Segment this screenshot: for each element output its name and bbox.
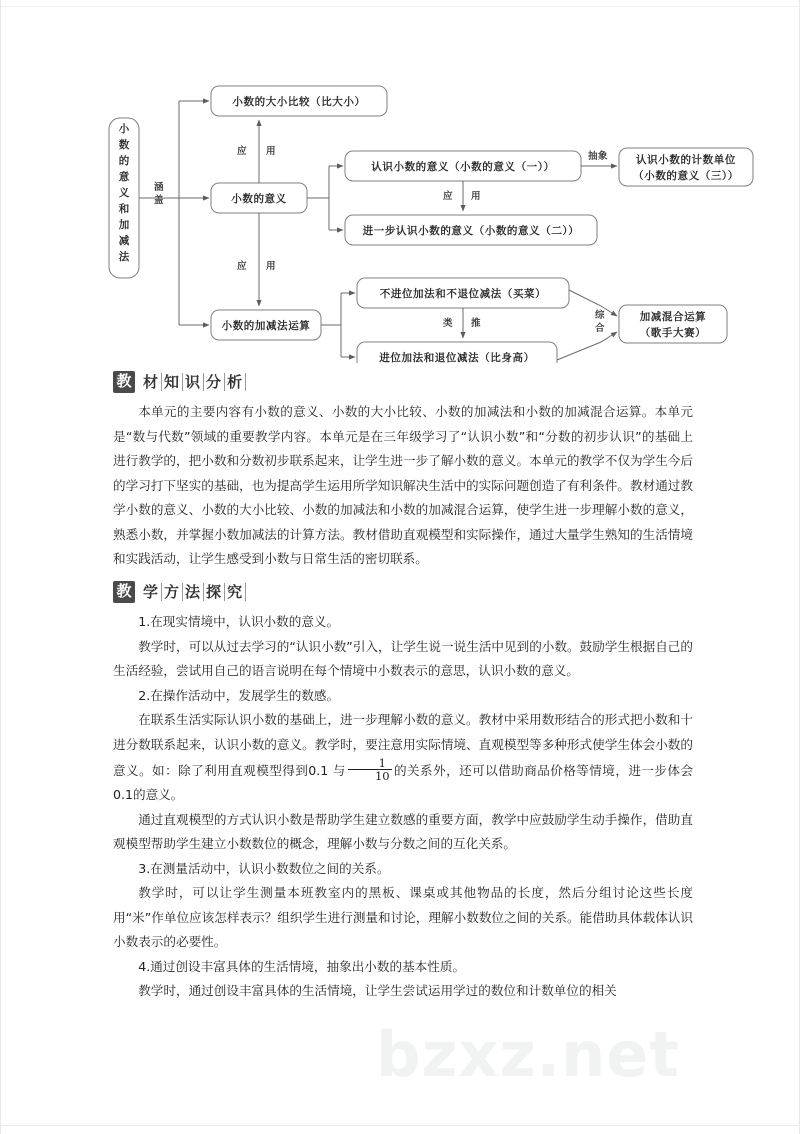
watermark: bzxz.net	[376, 1018, 680, 1091]
section-title-char: 究	[225, 583, 246, 601]
section-title-char: 知	[162, 373, 183, 391]
edge-label-apply-top: 应 用	[236, 146, 277, 157]
section-badge-icon: 教	[113, 581, 135, 603]
section-title-textbook-analysis	[141, 373, 246, 391]
node-mixed-label: 加减混合运算	[639, 311, 707, 323]
paragraph-item-3: 3.在测量活动中，认识小数数位之间的关系。	[138, 860, 390, 876]
paragraph: 教学时，可以让学生测量本班教室内的黑板、课桌或其他物品的长度，然后分组讨论这些长度用“米”作单位应该怎样表示？组织学生进行测量和讨论，理解小数数位之间的关系。能借助具体载体认识小数表示的必要性。	[113, 885, 693, 950]
node-nocarry-label: 不进位加法和不退位减法（买菜）	[379, 288, 547, 300]
section-title-teaching-methods	[141, 583, 246, 601]
knowledge-structure-diagram	[101, 78, 761, 363]
edge-label-abstract: 抽象	[587, 151, 609, 162]
section-title-char: 析	[225, 373, 246, 391]
node-unit3-sublabel: （小数的意义（三））	[633, 170, 739, 182]
inline-value-lead: 0.1 与	[308, 762, 346, 778]
paragraph-item-4: 4.通过创设丰富具体的生活情境，抽象出小数的基本性质。	[138, 958, 466, 974]
section-title-char: 方	[162, 583, 183, 601]
section-body-teaching-methods	[113, 610, 693, 1004]
section-title-char: 材	[141, 373, 162, 391]
paragraph-text-lead: 在联系生活实际认识小数的基础上，进一步理解小数的意义。教材中采用数形结合的形式把小数和十进分数联系起来，认识小数的意义。教学时，要注意用实际情境、直观模型等多种形式使学生体会小数的意义。如：除了利用直观模型得到	[113, 712, 693, 778]
node-carry-label: 进位加法和退位减法（比身高）	[379, 352, 535, 363]
fraction-denominator: 10	[348, 769, 392, 782]
paragraph-item-1: 1.在现实情境中，认识小数的意义。	[138, 614, 340, 629]
section-body-textbook-analysis	[113, 400, 693, 572]
section-header-textbook-analysis	[113, 370, 246, 394]
paragraph-with-fraction	[113, 708, 693, 808]
section-badge-icon: 教	[113, 371, 135, 393]
edge-label-apply-bottom: 应 用	[236, 261, 277, 272]
section-title-char: 分	[204, 373, 225, 391]
node-mixed-sublabel: （歌手大赛）	[639, 327, 707, 339]
section-title-char: 学	[141, 583, 162, 601]
section-title-char: 法	[183, 583, 204, 601]
node-compare-label: 小数的大小比较（比大小）	[232, 96, 366, 108]
inline-fraction	[348, 757, 392, 783]
node-addsub-label: 小数的加减法运算	[221, 320, 311, 332]
fraction-numerator: 1	[378, 756, 386, 770]
paragraph: 教学时，可以从过去学习的“认识小数”引入，让学生说一说生活中见到的小数。鼓励学生根据自己的生活经验，尝试用自己的语言说明在每个情境中小数表示的意思，认识小数的意义。	[113, 638, 693, 678]
section-title-char: 识	[183, 373, 204, 391]
node-unit3-label: 认识小数的计数单位	[636, 154, 736, 166]
node-meaning-label: 小数的意义	[231, 193, 287, 205]
edge-label-synthesis: 综合	[594, 310, 606, 334]
page-top-rule	[1, 6, 800, 7]
paragraph-item-2: 2.在操作活动中，发展学生的数感。	[138, 687, 340, 703]
section-header-teaching-methods	[113, 580, 246, 604]
edge-label-analogy: 类 推	[442, 318, 482, 329]
page-bottom-rule	[1, 1125, 800, 1126]
edge-label-apply-mid: 应 用	[442, 191, 482, 202]
paragraph: 教学时，通过创设丰富具体的生活情境，让学生尝试运用学过的数位和计数单位的相关	[138, 983, 617, 999]
paragraph: 本单元的主要内容有小数的意义、小数的大小比较、小数的加减法和小数的加减混合运算。本单元是“数与代数”领域的重要教学内容。本单元是在三年级学习了“认识小数”和“分数的初步认识”的基础上进行教学的，把小数和分数初步联系起来，让学生进一步了解小数的意义。本单元的教学不仅为学生今后的学习打下坚实的基础，也为提高学生运用所学知识解决生活中的实际问题创造了有利条件。教材通过教学小数的意义、小数的大小比较、小数的加减法和小数的加减混合运算，使学生进一步理解小数的意义，熟悉小数，并掌握小数加减法的计算方法。教材借助直观模型和实际操作，通过大量学生熟知的生活情境和实践活动，让学生感受到小数与日常生活的密切联系。	[113, 404, 693, 566]
node-meaning2-label: 进一步认识小数的意义（小数的意义（二））	[362, 225, 580, 237]
paragraph: 通过直观模型的方式认识小数是帮助学生建立数感的重要方面，教学中应鼓励学生动手操作，借助直观模型帮助学生建立小数数位的概念，理解小数与分数之间的互化关系。	[113, 811, 693, 852]
section-title-char: 探	[204, 583, 225, 601]
paragraph-text-tail: 的关系外，还可以借助商品价格等情境，进一步体会0.1的意义。	[113, 762, 694, 803]
node-meaning1-label: 认识小数的意义（小数的意义（一））	[371, 161, 555, 173]
node-root-label: 小数的意义和加减法	[118, 123, 130, 263]
edge-label-cover: 涵盖	[153, 182, 165, 206]
